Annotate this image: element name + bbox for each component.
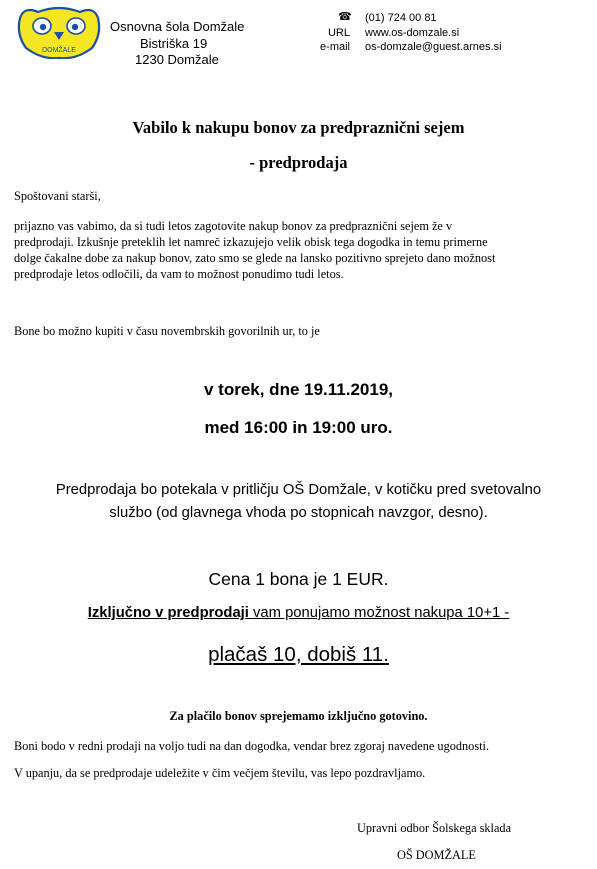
phone-icon: ☎ [338,11,352,23]
logo-text: DOMŽALE [42,47,76,54]
presale-offer [0,605,597,621]
event-date: v torek, dne 19.11.2019, [203,380,393,399]
url-label: URL [327,27,350,39]
bond-price: Cena 1 bona je 1 EUR. [208,569,389,589]
intro-line-1: prijazno vas vabimo, da si tudi letos zagotovite nakup bonov za predpraznični sejem že v [14,219,453,233]
offer-pay-10-get-11: plačaš 10, dobiš 11. [208,643,389,666]
school-street: Bistriška 19 [140,36,208,51]
school-city: 1230 Domžale [135,52,219,67]
purchase-time-intro: Bone bo možno kupiti v času novembrskih govorilnih ur, to je [14,324,320,338]
intro-paragraph [14,218,586,282]
title-line-1: Vabilo k nakupu bonov za predpraznični sejem [132,118,465,137]
email-label: e-mail [320,41,350,53]
signature-line-1: Upravni odbor Šolskega sklada [357,821,512,835]
location-line-1: Predprodaja bo potekala v pritličju OŠ Domžale, v kotičku pred svetovalno [55,482,542,498]
intro-line-2: predprodaji. Izkušnje preteklih let namreč izkazujejo velik obisk tega dogodka in temu primerne [14,235,488,249]
signature-line-2: OŠ DOMŽALE [397,848,476,862]
event-time: med 16:00 in 19:00 uro. [204,418,393,437]
salutation: Spoštovani starši, [14,189,101,203]
closing-greeting: V upanju, da se predprodaje udeležite v čim večjem številu, vas lepo pozdravljamo. [14,766,426,780]
email-link[interactable]: os-domzale@guest.arnes.si [365,41,502,53]
intro-line-3: dolge čakalne dobe za nakup bonov, zato smo se glede na lansko pozitivno sprejeto dano možnost [14,251,496,265]
school-logo [14,4,104,59]
intro-line-4: predprodaje letos odločili, da vam to možnost ponudimo tudi letos. [14,267,344,281]
title-line-2: - predprodaja [249,153,348,172]
location-line-2: službo (od glavnega vhoda po stopnicah navzgor, desno). [109,505,488,521]
cash-only-notice: Za plačilo bonov sprejemamo izključno gotovino. [169,709,428,723]
regular-sale-notice: Boni bodo v redni prodaji na voljo tudi na dan dogodka, vendar brez zgoraj navedene ugodnosti. [14,739,490,753]
offer-text: vam ponujamo možnost nakupa 10+1 - [248,605,510,621]
phone-number: (01) 724 00 81 [365,12,437,24]
offer-emphasis: Izključno v predprodaji [87,605,249,621]
school-name: Osnovna šola Domžale [110,19,245,34]
website-link[interactable]: www.os-domzale.si [365,27,460,39]
